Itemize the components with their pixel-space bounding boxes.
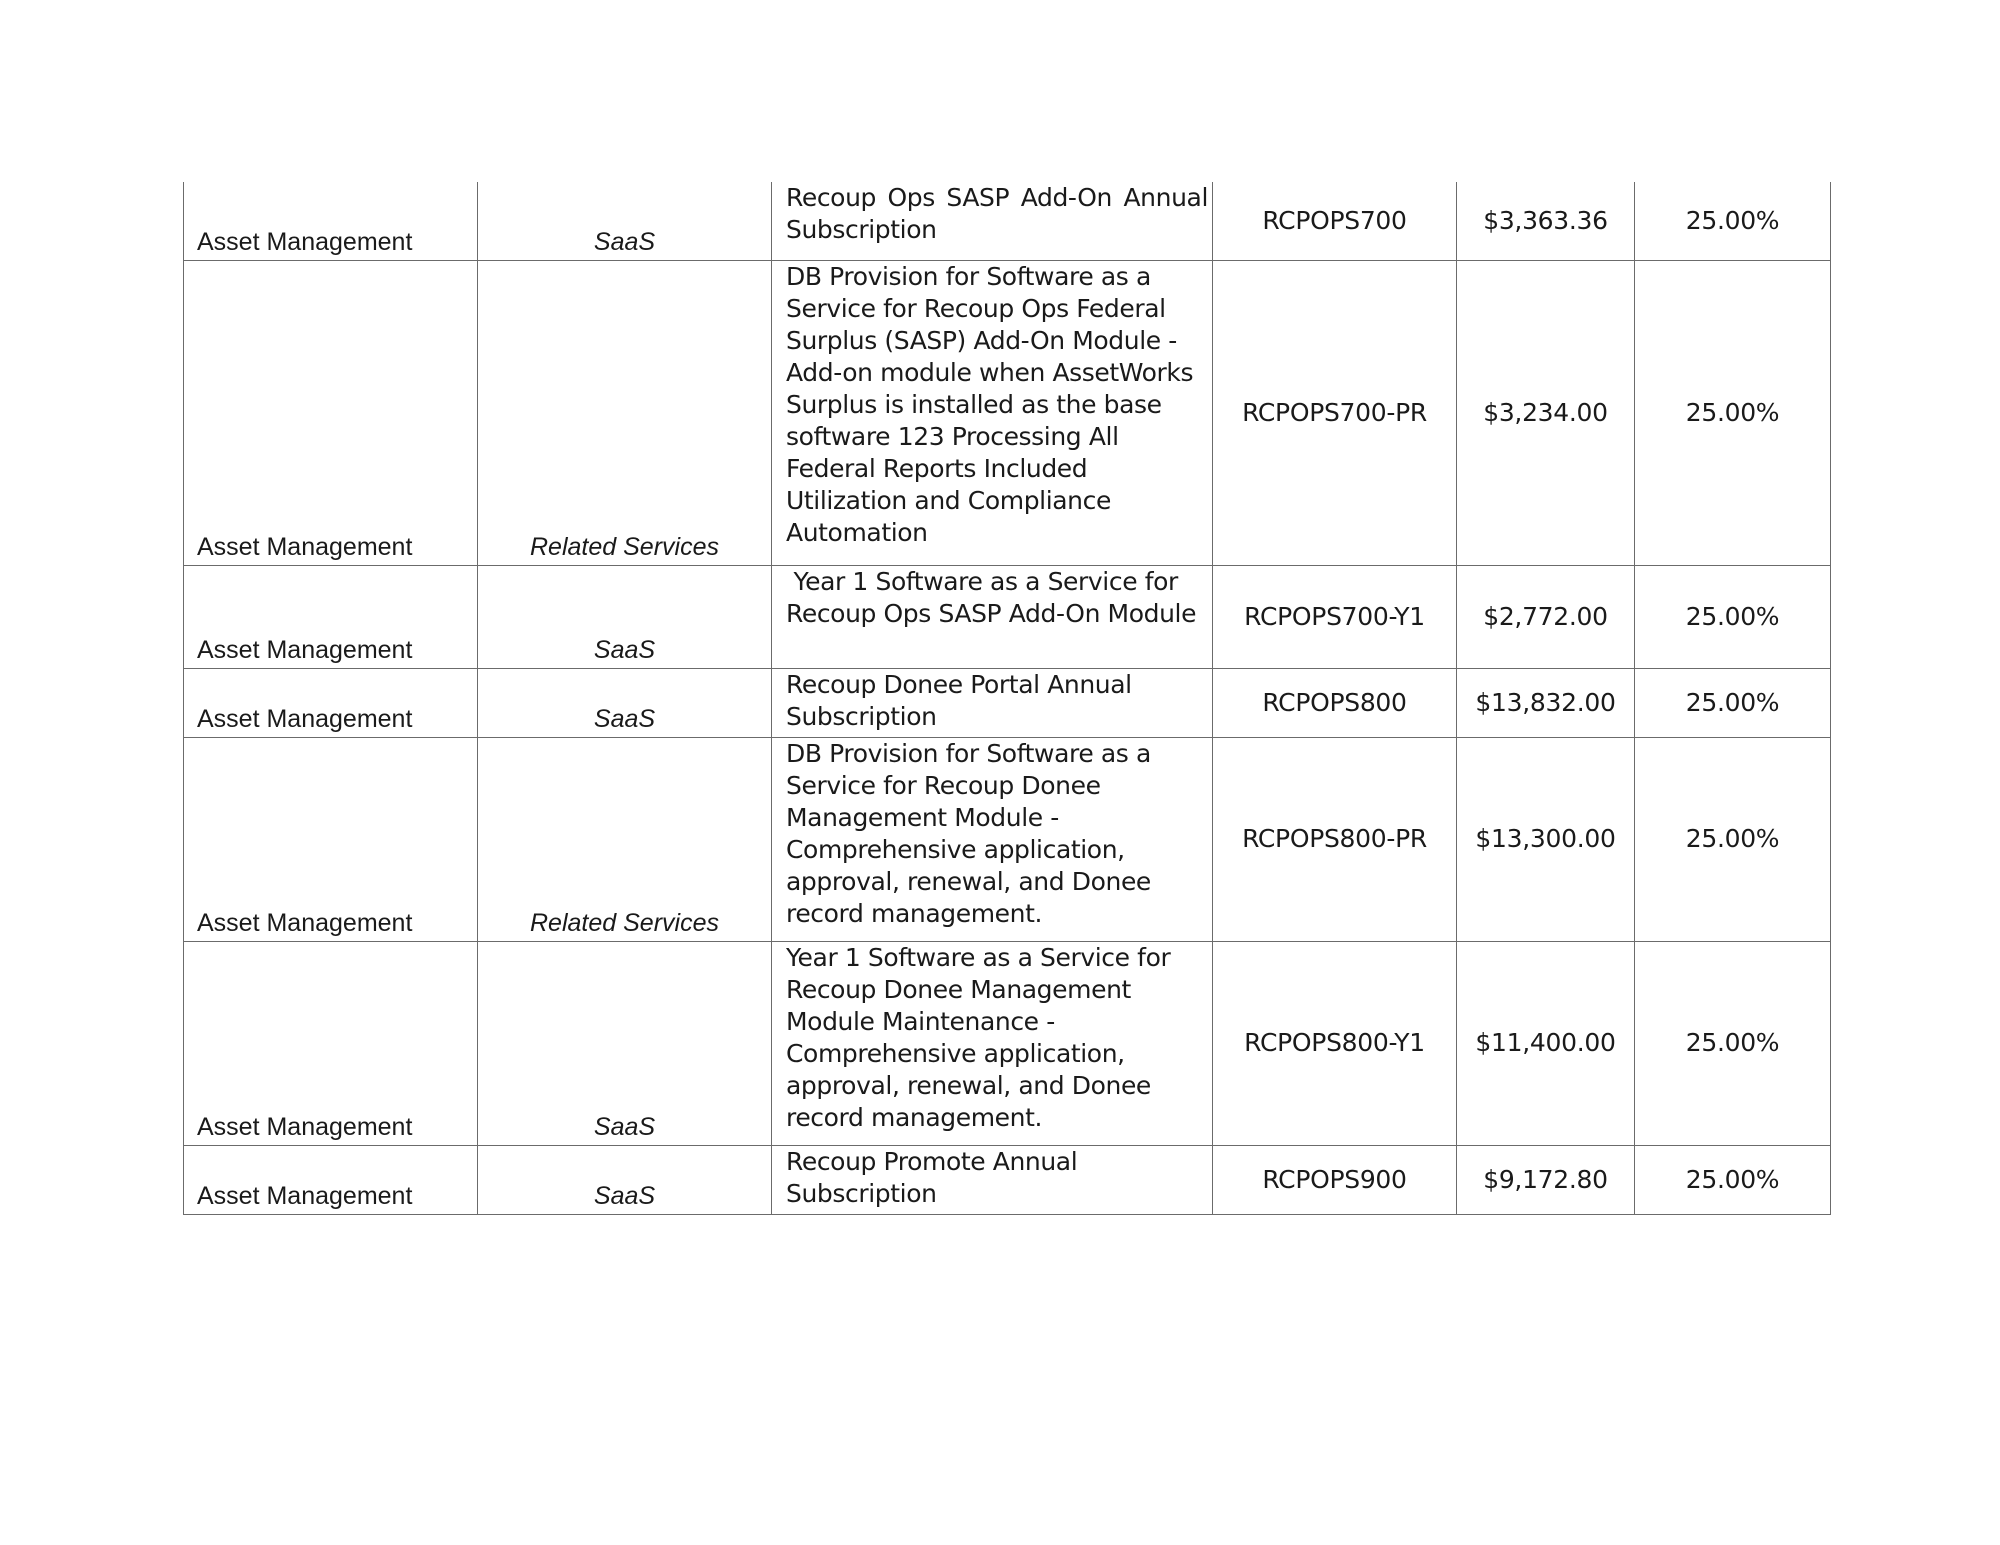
sku-cell: RCPOPS800 [1213,668,1457,737]
type-cell: SaaS [478,182,772,260]
description-cell [772,941,1213,1145]
sku-cell: RCPOPS700-Y1 [1213,565,1457,668]
category-cell: Asset Management [184,668,478,737]
type-cell: SaaS [478,1145,772,1214]
type-cell: SaaS [478,565,772,668]
type-cell: Related Services [478,260,772,565]
category-cell: Asset Management [184,1145,478,1214]
price-cell: $11,400.00 [1457,941,1635,1145]
description-cell [772,1145,1213,1214]
description-text: Recoup Ops SASP Add-On Annual Subscription [786,183,1208,244]
price-cell: $9,172.80 [1457,1145,1635,1214]
description-text: DB Provision for Software as a Service for Recoup Ops Federal Surplus (SASP) Add-On Module - Add-on module when AssetWorks Surplus is installed as the base software 123 Processing All Federal Reports Included Utilization and Compliance Automation [786,261,1194,547]
table-row [184,668,1831,737]
discount-cell: 25.00% [1635,668,1831,737]
pricing-table [183,182,1831,1215]
table-row [184,565,1831,668]
type-cell: SaaS [478,941,772,1145]
description-cell [772,182,1213,260]
sku-cell: RCPOPS700-PR [1213,260,1457,565]
category-cell: Asset Management [184,182,478,260]
table-row [184,737,1831,941]
type-cell: Related Services [478,737,772,941]
table-row [184,182,1831,260]
category-cell: Asset Management [184,260,478,565]
price-cell: $13,300.00 [1457,737,1635,941]
price-cell: $2,772.00 [1457,565,1635,668]
discount-cell: 25.00% [1635,260,1831,565]
price-cell: $3,234.00 [1457,260,1635,565]
table-row [184,1145,1831,1214]
description-cell [772,668,1213,737]
price-cell: $3,363.36 [1457,182,1635,260]
price-cell: $13,832.00 [1457,668,1635,737]
discount-cell: 25.00% [1635,182,1831,260]
discount-cell: 25.00% [1635,737,1831,941]
category-cell: Asset Management [184,565,478,668]
description-text: Year 1 Software as a Service for Recoup Donee Management Module Maintenance - Comprehensive application, approval, renewal, and Donee record management. [786,942,1171,1132]
category-cell: Asset Management [184,941,478,1145]
table-row [184,941,1831,1145]
discount-cell: 25.00% [1635,941,1831,1145]
sku-cell: RCPOPS800-PR [1213,737,1457,941]
description-text: Year 1 Software as a Service for Recoup Ops SASP Add-On Module [786,566,1197,628]
description-cell [772,565,1213,668]
type-cell: SaaS [478,668,772,737]
sku-cell: RCPOPS900 [1213,1145,1457,1214]
description-cell [772,260,1213,565]
description-text: Recoup Donee Portal Annual Subscription [786,669,1132,731]
description-text: DB Provision for Software as a Service for Recoup Donee Management Module - Comprehensive application, approval, renewal, and Donee record management. [786,738,1151,928]
discount-cell: 25.00% [1635,1145,1831,1214]
description-text: Recoup Promote Annual Subscription [786,1146,1078,1208]
sku-cell: RCPOPS700 [1213,182,1457,260]
description-cell [772,737,1213,941]
category-cell: Asset Management [184,737,478,941]
table-row [184,260,1831,565]
sku-cell: RCPOPS800-Y1 [1213,941,1457,1145]
discount-cell: 25.00% [1635,565,1831,668]
